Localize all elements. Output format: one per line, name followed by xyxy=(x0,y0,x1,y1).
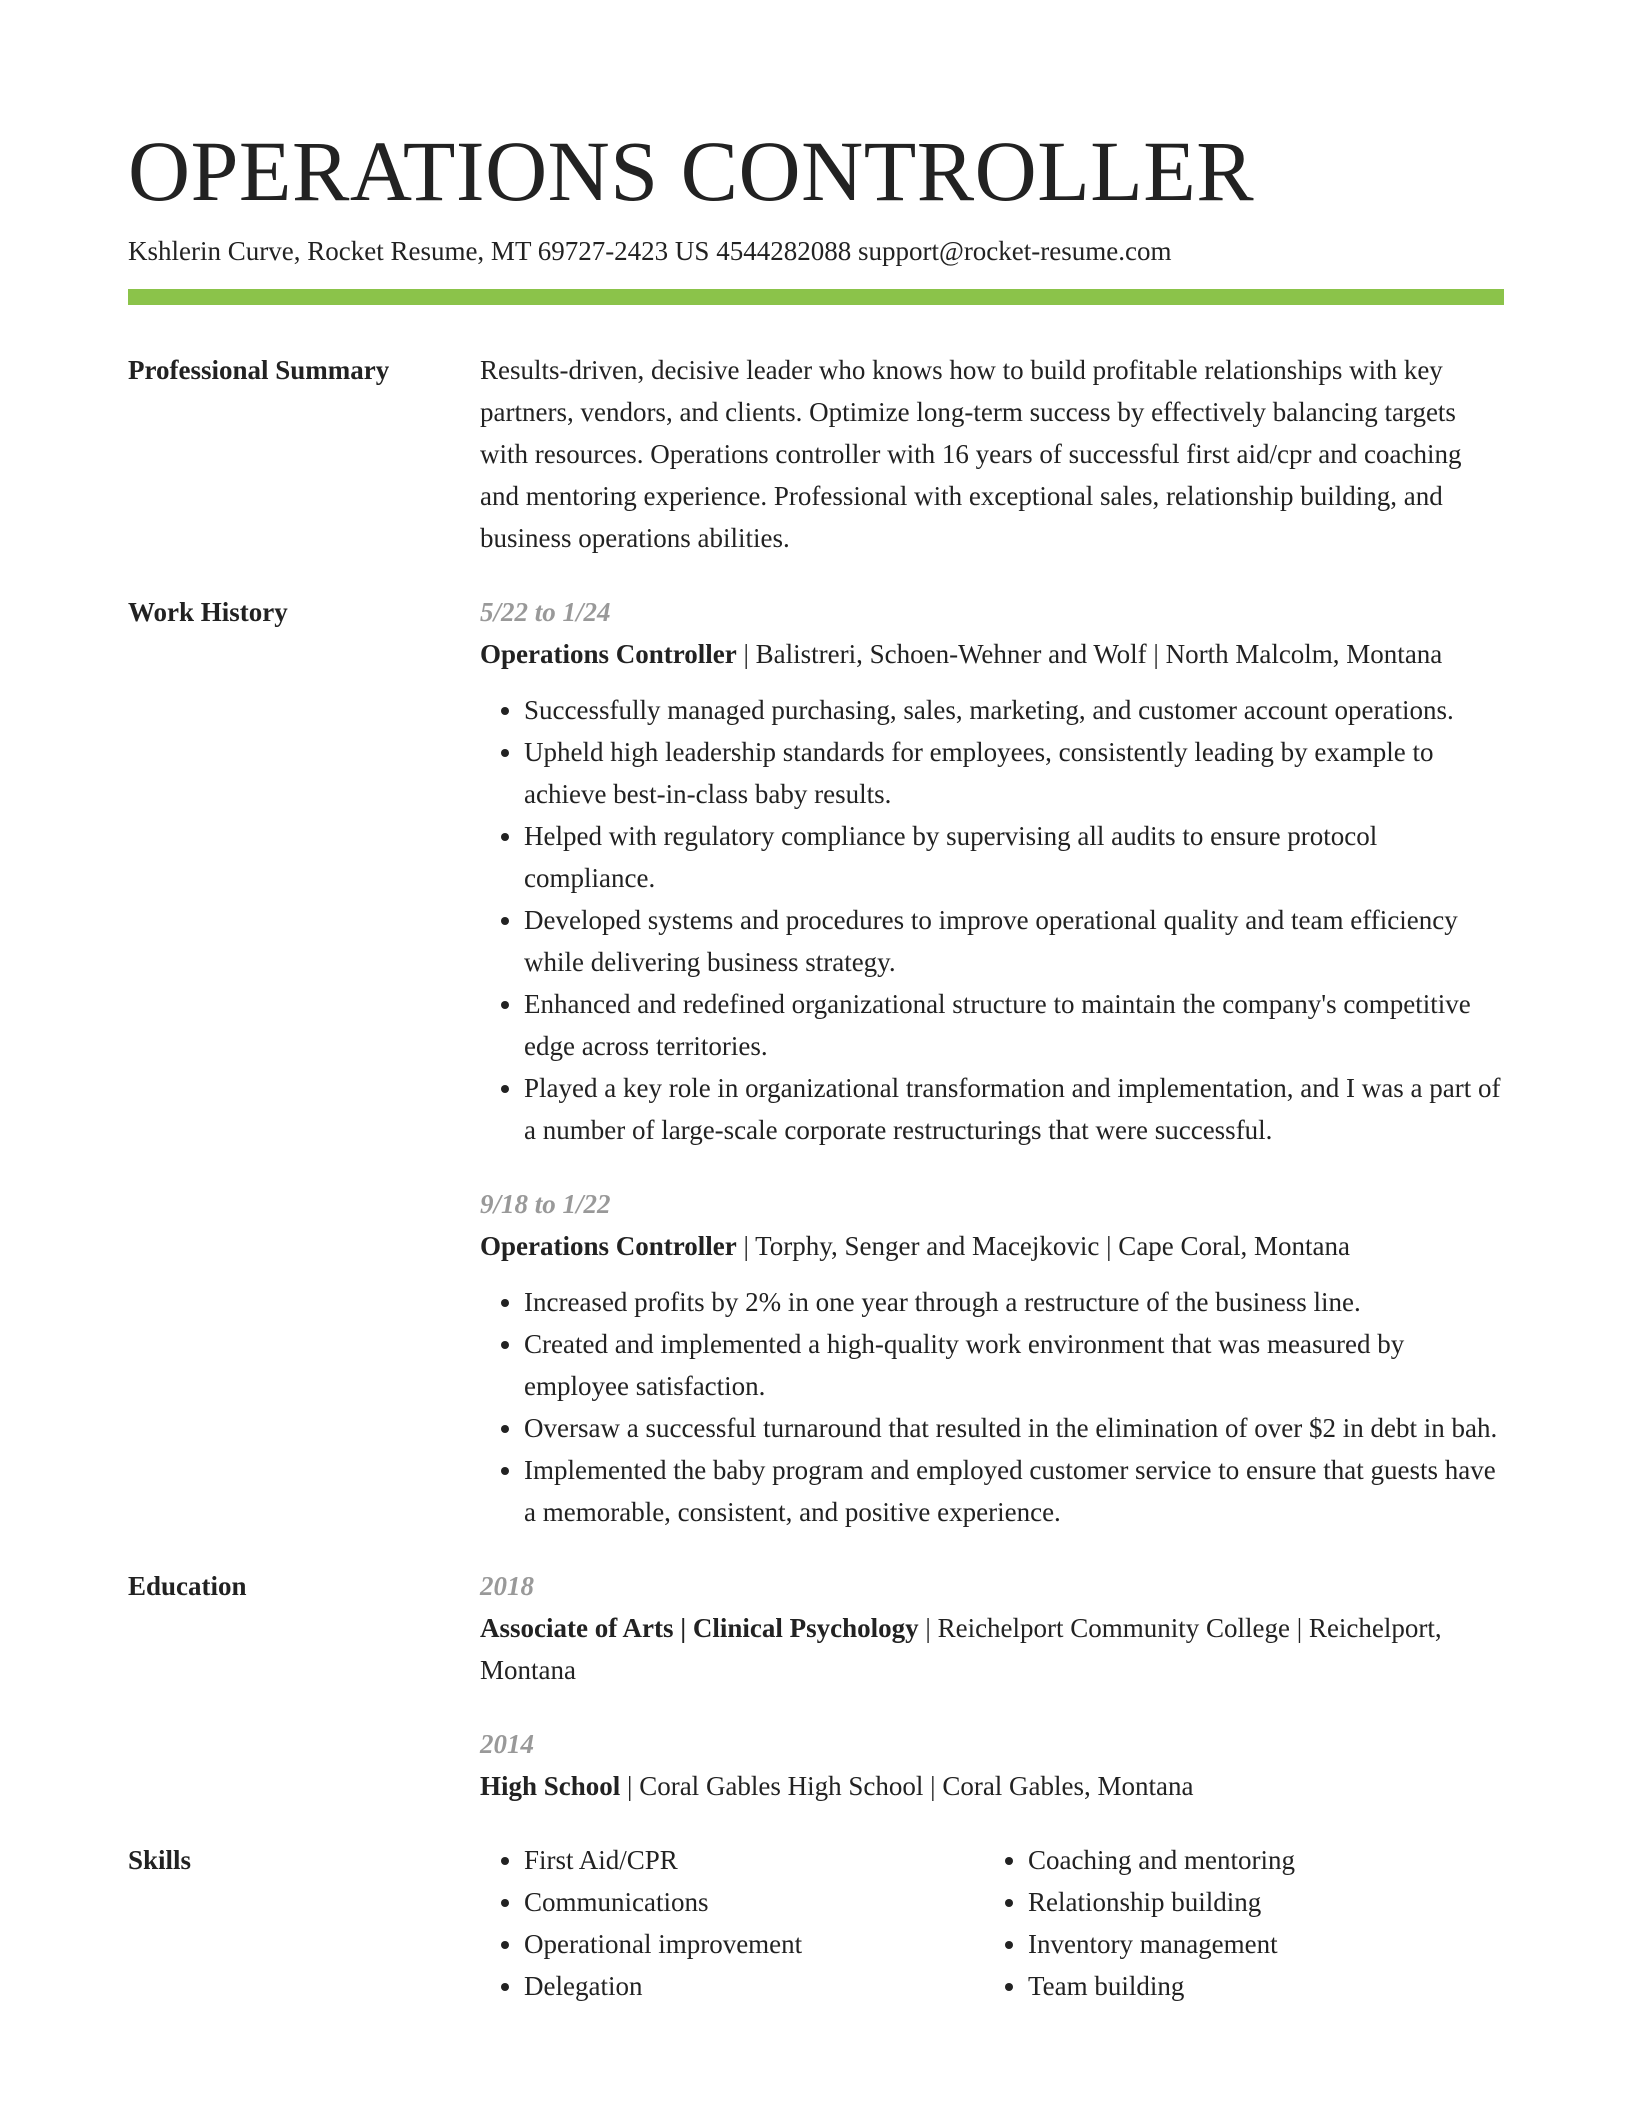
job-details: | Balistreri, Schoen-Wehner and Wolf | North Malcolm, Montana xyxy=(736,639,1443,669)
education-section xyxy=(128,1565,1504,1807)
list-item: • Upheld high leadership standards for employees, consistently leading by example to achieve best-in-class baby results. xyxy=(524,731,1504,815)
education-year: 2018 xyxy=(480,1571,534,1601)
job-dates: 5/22 to 1/24 xyxy=(480,597,611,627)
education-details: | Coral Gables High School | Coral Gables, Montana xyxy=(620,1771,1194,1801)
skill-item: • First Aid/CPR xyxy=(524,1839,984,1881)
job-bullets xyxy=(480,689,1504,1151)
skill-item: • Team building xyxy=(1028,1965,1488,2007)
work-history-section xyxy=(128,591,1504,1533)
job-entry xyxy=(480,1183,1504,1533)
job-heading xyxy=(480,633,1504,675)
summary-text: Results-driven, decisive leader who knows how to build profitable relationships with key partners, vendors, and clients. Optimize long-term success by effectively balancing targets with resources. Operations controller with 16 years of successful first aid/cpr and coaching and mentoring experience. Professional with exceptional sales, relationship building, and business operations abilities. xyxy=(480,355,1462,553)
skill-item: • Operational improvement xyxy=(524,1923,984,1965)
skill-item: • Communications xyxy=(524,1881,984,1923)
job-heading xyxy=(480,1225,1504,1267)
skills-list-right xyxy=(984,1839,1488,2007)
skill-item: • Delegation xyxy=(524,1965,984,2007)
skill-item: • Inventory management xyxy=(1028,1923,1488,1965)
education-entry xyxy=(480,1723,1504,1807)
education-label: Education xyxy=(128,1571,247,1601)
work-history-label: Work History xyxy=(128,597,288,627)
list-item: • Played a key role in organizational transformation and implementation, and I was a part of a number of large-scale corporate restructurings that were successful. xyxy=(524,1067,1504,1151)
resume-page xyxy=(128,0,1504,2007)
list-item: • Oversaw a successful turnaround that resulted in the elimination of over $2 in debt in bah. xyxy=(524,1407,1504,1449)
job-details: | Torphy, Senger and Macejkovic | Cape Coral, Montana xyxy=(736,1231,1350,1261)
list-item: • Enhanced and redefined organizational structure to maintain the company's competitive edge across territories. xyxy=(524,983,1504,1067)
education-heading xyxy=(480,1607,1504,1691)
list-item: • Implemented the baby program and employed customer service to ensure that guests have a memorable, consistent, and positive experience. xyxy=(524,1449,1504,1533)
resume-title: OPERATIONS CONTROLLER xyxy=(128,123,1255,219)
list-item: • Created and implemented a high-quality work environment that was measured by employee satisfaction. xyxy=(524,1323,1504,1407)
contact-line: Kshlerin Curve, Rocket Resume, MT 69727-2423 US 4544282088 support@rocket-resume.com xyxy=(128,236,1172,266)
job-entry xyxy=(480,591,1504,1151)
degree-title: High School xyxy=(480,1771,621,1801)
skill-item: • Coaching and mentoring xyxy=(1028,1839,1488,1881)
job-dates: 9/18 to 1/22 xyxy=(480,1189,611,1219)
skills-list-left xyxy=(480,1839,984,2007)
education-entry xyxy=(480,1565,1504,1691)
list-item: • Helped with regulatory compliance by supervising all audits to ensure protocol compliance. xyxy=(524,815,1504,899)
job-title: Operations Controller xyxy=(480,1231,737,1261)
education-details: | Reichelport Community College | Reichelport, Montana xyxy=(480,1613,1442,1685)
degree-title: Associate of Arts | Clinical Psychology xyxy=(480,1613,919,1643)
job-bullets xyxy=(480,1281,1504,1533)
education-heading xyxy=(480,1765,1504,1807)
skill-item: • Relationship building xyxy=(1028,1881,1488,1923)
list-item: • Developed systems and procedures to improve operational quality and team efficiency while delivering business strategy. xyxy=(524,899,1504,983)
list-item: • Successfully managed purchasing, sales, marketing, and customer account operations. xyxy=(524,689,1504,731)
summary-section xyxy=(128,349,1504,559)
skills-label: Skills xyxy=(128,1845,192,1875)
summary-label: Professional Summary xyxy=(128,355,390,385)
accent-divider xyxy=(128,289,1504,305)
education-year: 2014 xyxy=(480,1729,534,1759)
job-title: Operations Controller xyxy=(480,639,737,669)
skills-grid xyxy=(480,1839,1504,2007)
list-item: • Increased profits by 2% in one year through a restructure of the business line. xyxy=(524,1281,1504,1323)
skills-section xyxy=(128,1839,1504,2007)
